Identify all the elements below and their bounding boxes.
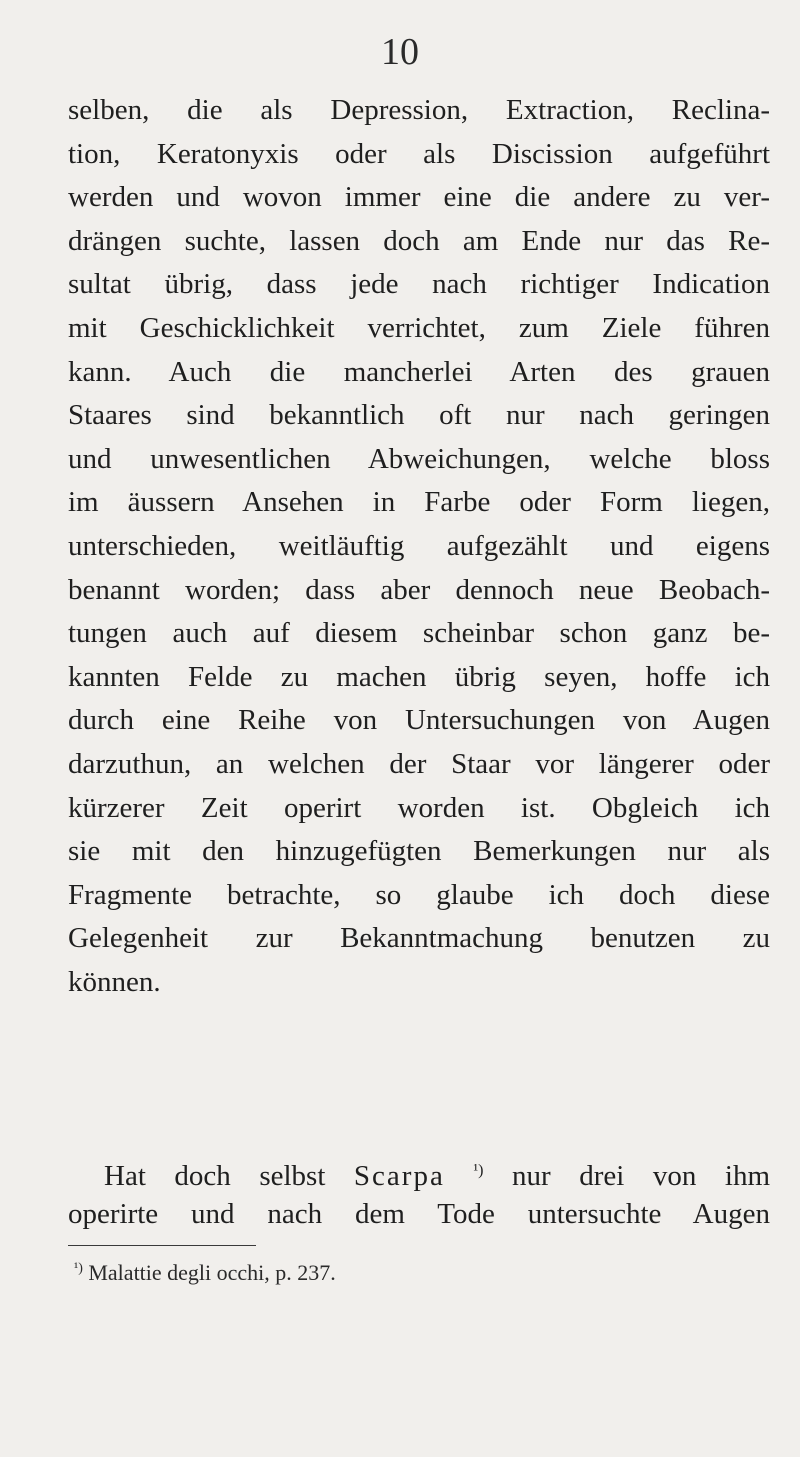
- text-line: tion, Keratonyxis oder als Discission aufgeführt: [68, 137, 770, 170]
- paragraph-2: [68, 1149, 770, 1236]
- text-line: benannt worden; dass aber dennoch neue Beobach-: [68, 573, 770, 606]
- text-line: im äussern Ansehen in Farbe oder Form liegen,: [68, 486, 770, 519]
- text-line: sie mit den hinzugefügten Bemerkungen nur als: [68, 835, 770, 868]
- text-line: unterschieden, weitläuftig aufgezählt und eigens: [68, 529, 770, 562]
- text-segment: nur drei von ihm: [512, 1160, 771, 1192]
- footnote: [74, 1254, 336, 1288]
- footnote-divider: [68, 1245, 256, 1246]
- text-line: können.: [68, 965, 161, 998]
- text-line: durch eine Reihe von Untersuchungen von Augen: [68, 704, 770, 737]
- text-segment: Hat doch selbst: [104, 1160, 326, 1192]
- text-line: kannten Felde zu machen übrig seyen, hoffe ich: [68, 660, 770, 693]
- page-number: 10: [381, 31, 419, 73]
- text-line: tungen auch auf diesem scheinbar schon ganz be-: [68, 617, 770, 650]
- text-line: [68, 1149, 770, 1193]
- text-line: werden und wovon immer eine die andere zu ver-: [68, 181, 770, 214]
- footnote-text: Malattie degli occhi, p. 237.: [88, 1260, 336, 1285]
- text-line: kürzerer Zeit operirt worden ist. Obgleich ich: [68, 791, 770, 824]
- text-line: und unwesentlichen Abweichungen, welche bloss: [68, 442, 770, 475]
- text-line: kann. Auch die mancherlei Arten des grauen: [68, 355, 770, 388]
- paragraph-1: [68, 89, 770, 1004]
- footnote-reference: ¹): [473, 1162, 484, 1179]
- text-line: drängen suchte, lassen doch am Ende nur das Re-: [68, 224, 770, 257]
- text-line: sultat übrig, dass jede nach richtiger Indication: [68, 268, 770, 301]
- author-name: Scarpa: [353, 1160, 445, 1192]
- footnote-mark: ¹): [74, 1261, 83, 1276]
- text-line: Fragmente betrachte, so glaube ich doch diese: [68, 878, 770, 911]
- text-line: mit Geschicklichkeit verrichtet, zum Ziele führen: [68, 311, 770, 344]
- text-line: selben, die als Depression, Extraction, Reclina-: [68, 94, 770, 126]
- text-line: operirte und nach dem Tode untersuchte Augen: [68, 1197, 770, 1230]
- text-line: darzuthun, an welchen der Staar vor längerer oder: [68, 747, 770, 780]
- text-line: Staares sind bekanntlich oft nur nach geringen: [68, 399, 770, 432]
- text-line: Gelegenheit zur Bekanntmachung benutzen zu: [68, 922, 770, 955]
